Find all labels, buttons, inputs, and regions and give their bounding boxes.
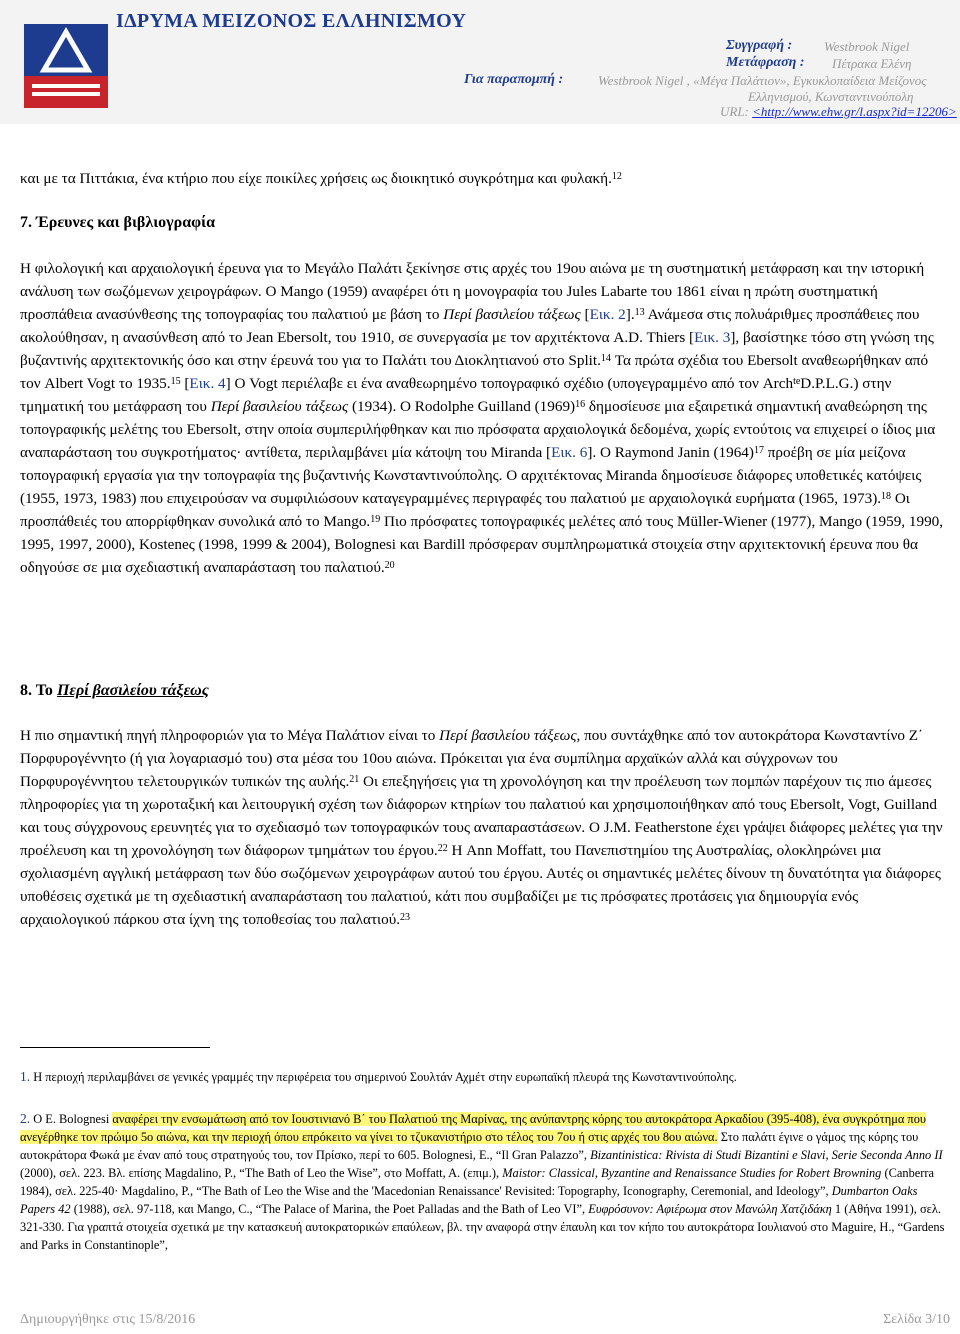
text-run: ]. Ο Raymond Janin (1964) bbox=[587, 444, 754, 461]
footnote-ref[interactable]: 13 bbox=[634, 307, 645, 318]
citation-url-line bbox=[720, 104, 957, 120]
italic-title: Maistor: Classical, Byzantine and Renaissance Studies for Robert Browning bbox=[502, 1166, 882, 1180]
text-run: Οι επεξηγήσεις για τη χρονολόγηση και την προέλευση των πομπών παρέχουν τις πιο άμεσες πληροφορίες για τη χωροταξική και λειτουργική σχέση των διάφορων κτηρίων του παλατιού και χρησιμοποιήθηκαν από τους Ebersolt, Vogt, Guilland και τους σύγχρονους ερευνητές για το σχεδιασμό των τοπογραφικών τους αναπαραστάσεων. Ο J.M. Featherstone έχει γράψει διάφορες μελέτες για την προέλευση και τη χρονολόγηση των διάφορων τμημάτων του έργου. bbox=[20, 773, 943, 859]
footnote-ref[interactable]: 17 bbox=[753, 445, 764, 456]
text-run: Πιο πρόσφατες τοπογραφικές μελέτες από τους Müller-Wiener (1977), Mango (1959, 1990, 1995, 1997, 2000), Kosteneς (1998, 1999 & 2004), Bolognesi και Bardill πρόσφεραν συμπληρωματικά στοιχεία στην αρχιτεκτονική έρευνα που θα οδηγούσε σε μια σχεδιαστική αναπαράσταση του παλατιού. bbox=[20, 513, 944, 576]
footnote-ref[interactable]: 23 bbox=[400, 912, 411, 923]
footnote-2-number[interactable]: 2. bbox=[20, 1111, 31, 1126]
footer-created: Δημιουργήθηκε στις 15/8/2016 bbox=[20, 1312, 196, 1327]
italic-title: Ευφρόσυνον: Αφιέρωμα στον Μανώλη Χατζιδάκη bbox=[588, 1202, 832, 1216]
footnote-ref[interactable]: 16 bbox=[575, 399, 586, 410]
text-run: Ανάμεσα στις πολυάριθμες προσπάθειες που ακολούθησαν, η ανασύνθεση από το Jean Ebersolt, του 1910, σε συνεργασία με τον αρχιτέκτονα A.D. Thiers [ bbox=[20, 306, 920, 346]
footnote-divider bbox=[20, 1047, 210, 1048]
section-8-prefix: 8. Το bbox=[20, 682, 57, 699]
footnote-ref[interactable]: te bbox=[793, 376, 801, 387]
highlighted-text: αναφέρει την ενσωμάτωση από τον Ιουστινιανό Β΄ του Παλατιού της Μαρίνας, της ανύπαντρης κόρης του αυτοκράτορα Αρκαδίου (395-408), ένα συγκρότημα που ανεγέρθηκε τον πρώιμο 5ο αιώνα, και την περιοχή όπου επρόκειτο να γίνει το τζυκανιστήριο στο τέλος του 7ου ή στις αρχές του 8ου αιώνα. bbox=[20, 1112, 927, 1144]
footer-page: Σελίδα 3/10 bbox=[883, 1312, 950, 1327]
section-7-paragraph bbox=[20, 257, 950, 579]
italic-title: Περί βασιλείου τάξεως bbox=[210, 398, 349, 415]
figure-link[interactable]: Εικ. 4 bbox=[189, 375, 226, 392]
text-run: Τα πρώτα σχέδια του Ebersolt αναθεωρήθηκαν από τον Albert Vogt το 1935. bbox=[20, 352, 929, 392]
text-run: (Canberra 1984), σελ. 225-40· Magdalino, P., “The Bath of Leo the Wise and the 'Macedonian Renaissance' Revisited: Topography, Iconography, Ceremonial, and Ideology”, bbox=[20, 1166, 935, 1198]
footnote-ref[interactable]: 20 bbox=[384, 560, 395, 571]
footnote-ref[interactable]: 22 bbox=[437, 843, 448, 854]
intro-text: και με τα Πιττάκια, ένα κτήριο που είχε ποικίλες χρήσεις ως διοικητικό συγκρότημα και φυλακή. bbox=[20, 170, 612, 187]
text-run: Ο Ε. Bolognesi bbox=[30, 1112, 113, 1126]
foundation-logo-icon bbox=[24, 24, 108, 108]
text-run: Στο παλάτι έγινε ο γάμος της κόρης του αυτοκράτορα Φωκά με έναν από τους στρατηγούς του, τον Πρίσκο, περί το 605. Bolognesi, E., “Il Gran Palazzo”, bbox=[20, 1130, 919, 1162]
text-run: Οι προσπάθειές του απορρίφθηκαν συνολικά από το Mango. bbox=[20, 490, 910, 530]
author-label: Συγγραφή : bbox=[726, 38, 793, 53]
footnote-1-number[interactable]: 1. bbox=[20, 1069, 31, 1084]
text-run: ], βασίστηκε τόσο στη γνώση της βυζαντινής αρχιτεκτονικής όσο και στην έρευνά του για το Παλάτι του Διοκλητιανού στο Split. bbox=[20, 329, 934, 369]
footnote-ref[interactable]: 12 bbox=[611, 171, 622, 182]
footnote-ref[interactable]: 19 bbox=[370, 514, 381, 525]
page-header bbox=[0, 0, 960, 124]
text-run: δημοσίευσε μια εξαιρετικά σημαντική αναθεώρηση της τοπογραφικής μελέτης του Ebersolt, στην οποία συμπεριλήφθηκαν και πιο πρόσφατα αρχαιολογικά δεδομένα, χωρίς εντούτοις να επιχειρεί ο ίδιος μια αναπαράσταση του συγκροτήματος· αντίθετα, περιλαμβάνει μία κάτοψη του Miranda [ bbox=[20, 398, 936, 461]
footnote-ref[interactable]: 14 bbox=[600, 353, 611, 364]
text-run: 1 (Αθήνα 1991), σελ. 321-330. Για γραπτά στοιχεία σχετικά με την κατασκευή αυτοκρατορικών επαύλεων, βλ. την αναφορά στην έπαυλη και τον κήπο του αυτοκράτορα Ιουλιανού στο Maguire, H., “Gardens and Parks in Constantinople”, bbox=[20, 1202, 945, 1252]
url-prefix: URL: bbox=[720, 104, 753, 119]
author-value: Westbrook Nigel bbox=[824, 39, 910, 54]
org-title: ΙΔΡΥΜΑ ΜΕΙΖΟΝΟΣ ΕΛΛΗΝΙΣΜΟΥ bbox=[116, 10, 467, 32]
section-8-heading bbox=[20, 682, 209, 700]
citation-label: Για παραπομπή : bbox=[464, 72, 564, 87]
italic-title: Περί βασιλείου τάξεως bbox=[443, 306, 581, 323]
text-run: (1988), σελ. 97-118, και Mango, C., “The Palace of Marina, the Poet Palladas and the Bath of Leo VI”, bbox=[70, 1202, 589, 1216]
text-run: D.P.L.G.) στην τμηματική του μετάφραση του bbox=[20, 375, 892, 415]
figure-link[interactable]: Εικ. 6 bbox=[551, 444, 588, 461]
footnote-1-text: Η περιοχή περιλαμβάνει σε γενικές γραμμές την περιφέρεια του σημερινού Σουλτάν Αχμέτ στην ευρωπαϊκή πλευρά της Κωνσταντινούπολης. bbox=[30, 1070, 737, 1084]
footnote-ref[interactable]: 18 bbox=[881, 491, 892, 502]
text-run: Η πιο σημαντική πηγή πληροφοριών για το Μέγα Παλάτιον είναι το bbox=[20, 727, 440, 744]
section-8-paragraph bbox=[20, 724, 950, 931]
figure-link[interactable]: Εικ. 2 bbox=[589, 306, 626, 323]
translation-value: Πέτρακα Ελένη bbox=[832, 56, 912, 71]
section-8-italic-title: Περί βασιλείου τάξεως bbox=[56, 682, 209, 699]
text-run: ]. bbox=[625, 306, 635, 323]
footnote-2 bbox=[20, 1110, 945, 1254]
text-run: [ bbox=[580, 306, 590, 323]
text-run: Η Ann Moffatt, του Πανεπιστημίου της Αυστραλίας, ολοκληρώνει μια σχολιασμένη αγγλική μετάφραση των δύο σωζόμενων χειρογράφων αυτού του έργου. Αυτές οι σημαντικές μελέτες δίνουν τη δυνατότητα για διάφορες υποθέσεις σχετικά με τη σχεδιαστική αναπαράσταση του παλατιού, κάτι που συμβαδίζει με τις πρόσφατες προτάσεις για δημιουργία ενός αρχαιολογικού πάρκου στα ίχνη της τοποθεσίας του παλατιού. bbox=[20, 842, 941, 928]
citation-line-1: Westbrook Nigel , «Μέγα Παλάτιον», Εγκυκλοπαίδεια Μείζονος bbox=[598, 73, 927, 88]
footnote-ref[interactable]: 15 bbox=[170, 376, 181, 387]
footnote-2-body bbox=[20, 1112, 944, 1252]
text-run: Η φιλολογική και αρχαιολογική έρευνα για το Μεγάλο Παλάτι ξεκίνησε στις αρχές του 19ου αιώνα με τη συστηματική μετάφραση και την ιστορική ανάλυση των σωζόμενων χειρογράφων. Ο Mango (1959) αναφέρει ότι η μονογραφία του Jules Labarte του 1861 είναι η πρώτη συστηματική προσπάθεια ανασύνθεσης της τοπογραφίας του παλατιού με βάση το bbox=[20, 260, 925, 323]
text-run: (2000), σελ. 223. Βλ. επίσης Magdalino, P., “The Bath of Leo the Wise”, στο Moffatt, A. (επιμ.), bbox=[20, 1166, 503, 1180]
text-run: προέβη σε μία μείζονα τοπογραφική εργασία για την τοπογραφία της βυζαντινής Κωνσταντινούπολης. Ο αρχιτέκτονας Miranda δημοσίευσε διάφορες υποθετικές κατόψεις (1955, 1973, 1983) που επιχειρούσαν να συμφιλιώσουν καταγεγραμμένες περιγραφές του παλατιού με αρχαιολογικά ευρήματα (1965, 1973). bbox=[20, 444, 922, 507]
text-run: , που συντάχθηκε από τον αυτοκράτορα Κωνσταντίνο Ζ΄ Πορφυρογέννητο (ή για λογαριασμό του) στα μέσα του 10ου αιώνα. Πρόκειται για ένα συμπίλημα αρχαϊκών αλλά και σύγχρονων του Πορφυρογέννητου τελετουργικών τυπικών της αυλής. bbox=[20, 727, 924, 790]
citation-url-link[interactable]: <http://www.ehw.gr/l.aspx?id=12206> bbox=[752, 104, 957, 119]
text-run: ] Ο Vogt περιέλαβε ει ένα αναθεωρημένο τοπογραφικό σχέδιο (υπογεγραμμένο από τον Arch bbox=[225, 375, 794, 392]
footnote-ref[interactable]: 21 bbox=[349, 774, 360, 785]
italic-title: Dumbarton Oaks Papers 42 bbox=[20, 1184, 918, 1216]
italic-title: Περί βασιλείου τάξεως bbox=[439, 727, 577, 744]
figure-link[interactable]: Εικ. 3 bbox=[694, 329, 731, 346]
text-run: [ bbox=[180, 375, 190, 392]
translation-label: Μετάφραση : bbox=[726, 55, 805, 70]
citation-line-2: Ελληνισμού, Κωνσταντινούπολη bbox=[748, 89, 914, 104]
section-7-heading: 7. Έρευνες και βιβλιογραφία bbox=[20, 214, 216, 231]
footnote-1 bbox=[20, 1068, 945, 1086]
text-run: (1934). Ο Rodolphe Guilland (1969) bbox=[348, 398, 576, 415]
intro-paragraph bbox=[20, 167, 950, 190]
italic-title: Bizantinistica: Rivista di Studi Bizantini e Slavi, Serie Seconda Anno II bbox=[590, 1148, 943, 1162]
